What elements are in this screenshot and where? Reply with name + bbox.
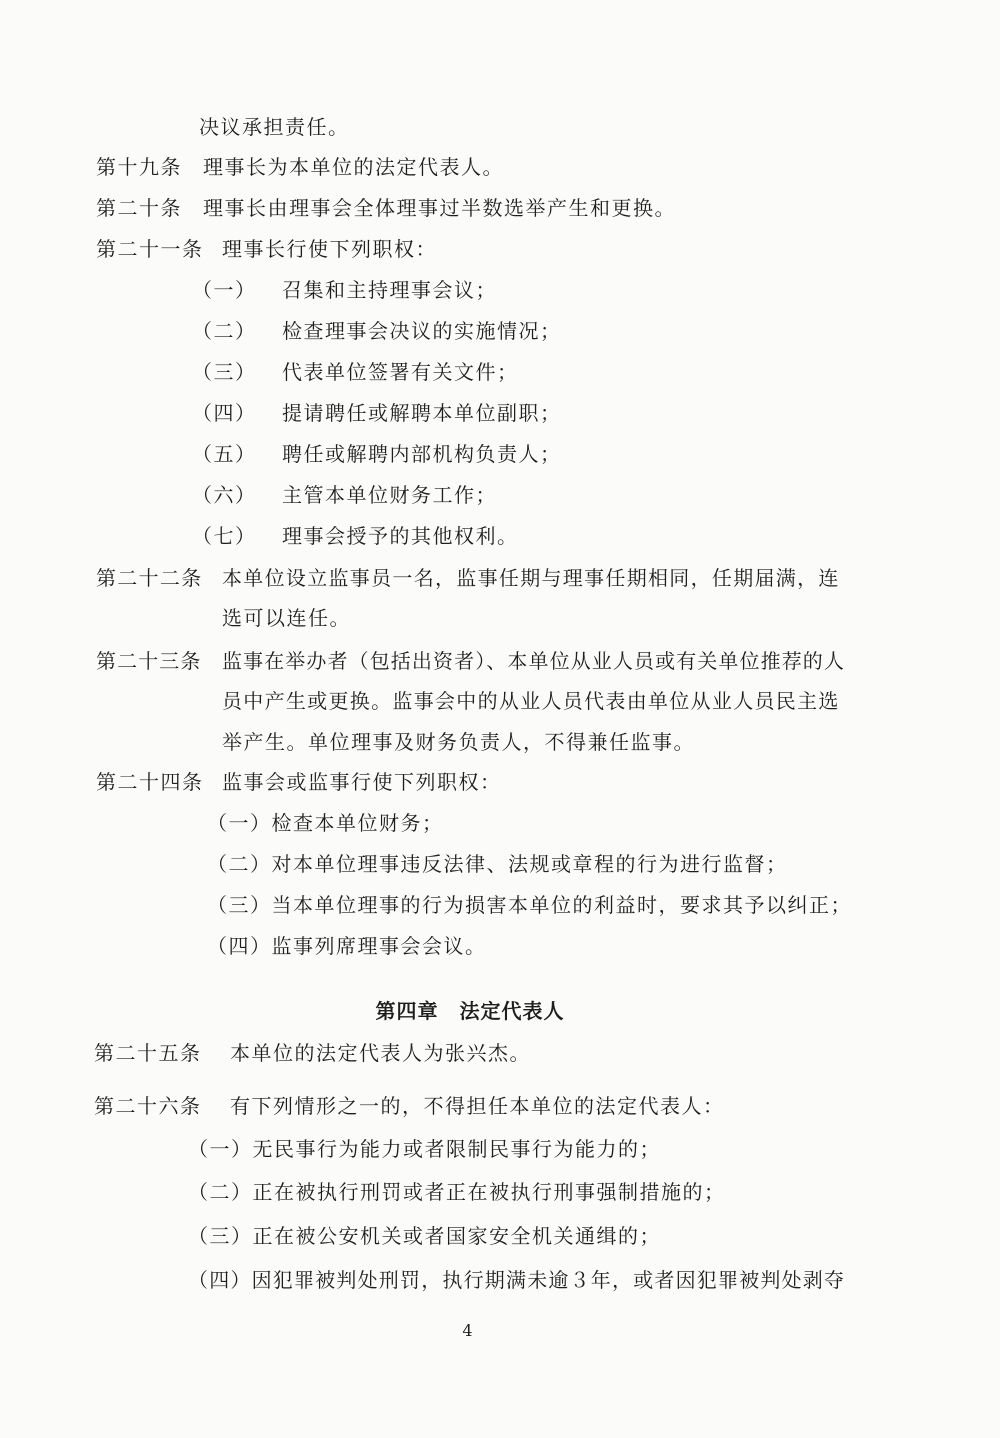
article-22: [96, 563, 840, 593]
article-26: [94, 1091, 725, 1121]
list-item: （二）对本单位理事违反法律、法规或章程的行为进行监督；: [207, 852, 788, 876]
article-23-continuation: 员中产生或更换。监事会中的从业人员代表由单位从业人员民主选: [222, 689, 840, 713]
list-item: [192, 357, 519, 387]
list-item: [192, 480, 497, 510]
article-24: [96, 767, 502, 797]
item-text: 召集和主持理事会议；: [282, 278, 497, 302]
list-item: [192, 316, 562, 346]
article-21: [96, 234, 437, 264]
item-mark: （二）: [192, 319, 257, 343]
article-number: 第十九条: [96, 155, 182, 179]
article-number: 第二十一条: [96, 237, 204, 261]
item-text: 提请聘任或解聘本单位副职；: [282, 401, 562, 425]
item-mark: （六）: [192, 483, 257, 507]
article-25: [94, 1038, 531, 1068]
list-item: [192, 521, 519, 551]
item-text: 聘任或解聘内部机构负责人；: [282, 442, 562, 466]
article-text: 监事在举办者（包括出资者）、本单位从业人员或有关单位推荐的人: [222, 649, 845, 673]
article-number: 第二十条: [96, 196, 182, 220]
article-number: 第二十五条: [94, 1041, 202, 1065]
list-item: （三）当本单位理事的行为损害本单位的利益时，要求其予以纠正；: [207, 893, 852, 917]
article-text: 监事会或监事行使下列职权：: [222, 770, 502, 794]
item-text: 理事会授予的其他权利。: [282, 524, 519, 548]
list-item: （四）因犯罪被判处刑罚，执行期满未逾３年，或者因犯罪被判处剥夺: [188, 1268, 846, 1292]
item-mark: （一）: [192, 278, 257, 302]
article-22-continuation: 选可以连任。: [222, 606, 351, 630]
article-text: 有下列情形之一的，不得担任本单位的法定代表人：: [230, 1094, 725, 1118]
list-item: （四）监事列席理事会会议。: [207, 934, 487, 958]
item-mark: （三）: [192, 360, 257, 384]
list-item: [192, 398, 562, 428]
article-number: 第二十三条: [96, 649, 202, 673]
item-mark: （四）: [192, 401, 257, 425]
article-23-continuation: 举产生。单位理事及财务负责人，不得兼任监事。: [222, 730, 695, 754]
item-mark: （五）: [192, 442, 257, 466]
list-item: （一）无民事行为能力或者限制民事行为能力的；: [188, 1137, 661, 1161]
article-23: [96, 646, 845, 676]
article-number: 第二十六条: [94, 1094, 202, 1118]
article-18-continuation: 决议承担责任。: [199, 115, 350, 139]
item-text: 主管本单位财务工作；: [282, 483, 497, 507]
item-text: 代表单位签署有关文件；: [282, 360, 519, 384]
article-text: 本单位的法定代表人为张兴杰。: [230, 1041, 531, 1065]
item-text: 检查理事会决议的实施情况；: [282, 319, 562, 343]
chapter-title: 第四章 法定代表人: [375, 999, 565, 1023]
list-item: （二）正在被执行刑罚或者正在被执行刑事强制措施的；: [188, 1180, 726, 1204]
list-item: （一）检查本单位财务；: [207, 811, 444, 835]
article-text: 理事长由理事会全体理事过半数选举产生和更换。: [203, 196, 676, 220]
article-19: [96, 152, 504, 182]
item-mark: （七）: [192, 524, 257, 548]
list-item: [192, 439, 562, 469]
list-item: （三）正在被公安机关或者国家安全机关通缉的；: [188, 1224, 661, 1248]
article-text: 理事长行使下列职权：: [222, 237, 437, 261]
article-number: 第二十二条: [96, 566, 203, 590]
list-item: [192, 275, 497, 305]
article-20: [96, 193, 676, 223]
page-number: 4: [462, 1321, 473, 1340]
article-text: 本单位设立监事员一名，监事任期与理事任期相同，任期届满，连: [222, 566, 840, 590]
article-text: 理事长为本单位的法定代表人。: [203, 155, 504, 179]
article-number: 第二十四条: [96, 770, 204, 794]
